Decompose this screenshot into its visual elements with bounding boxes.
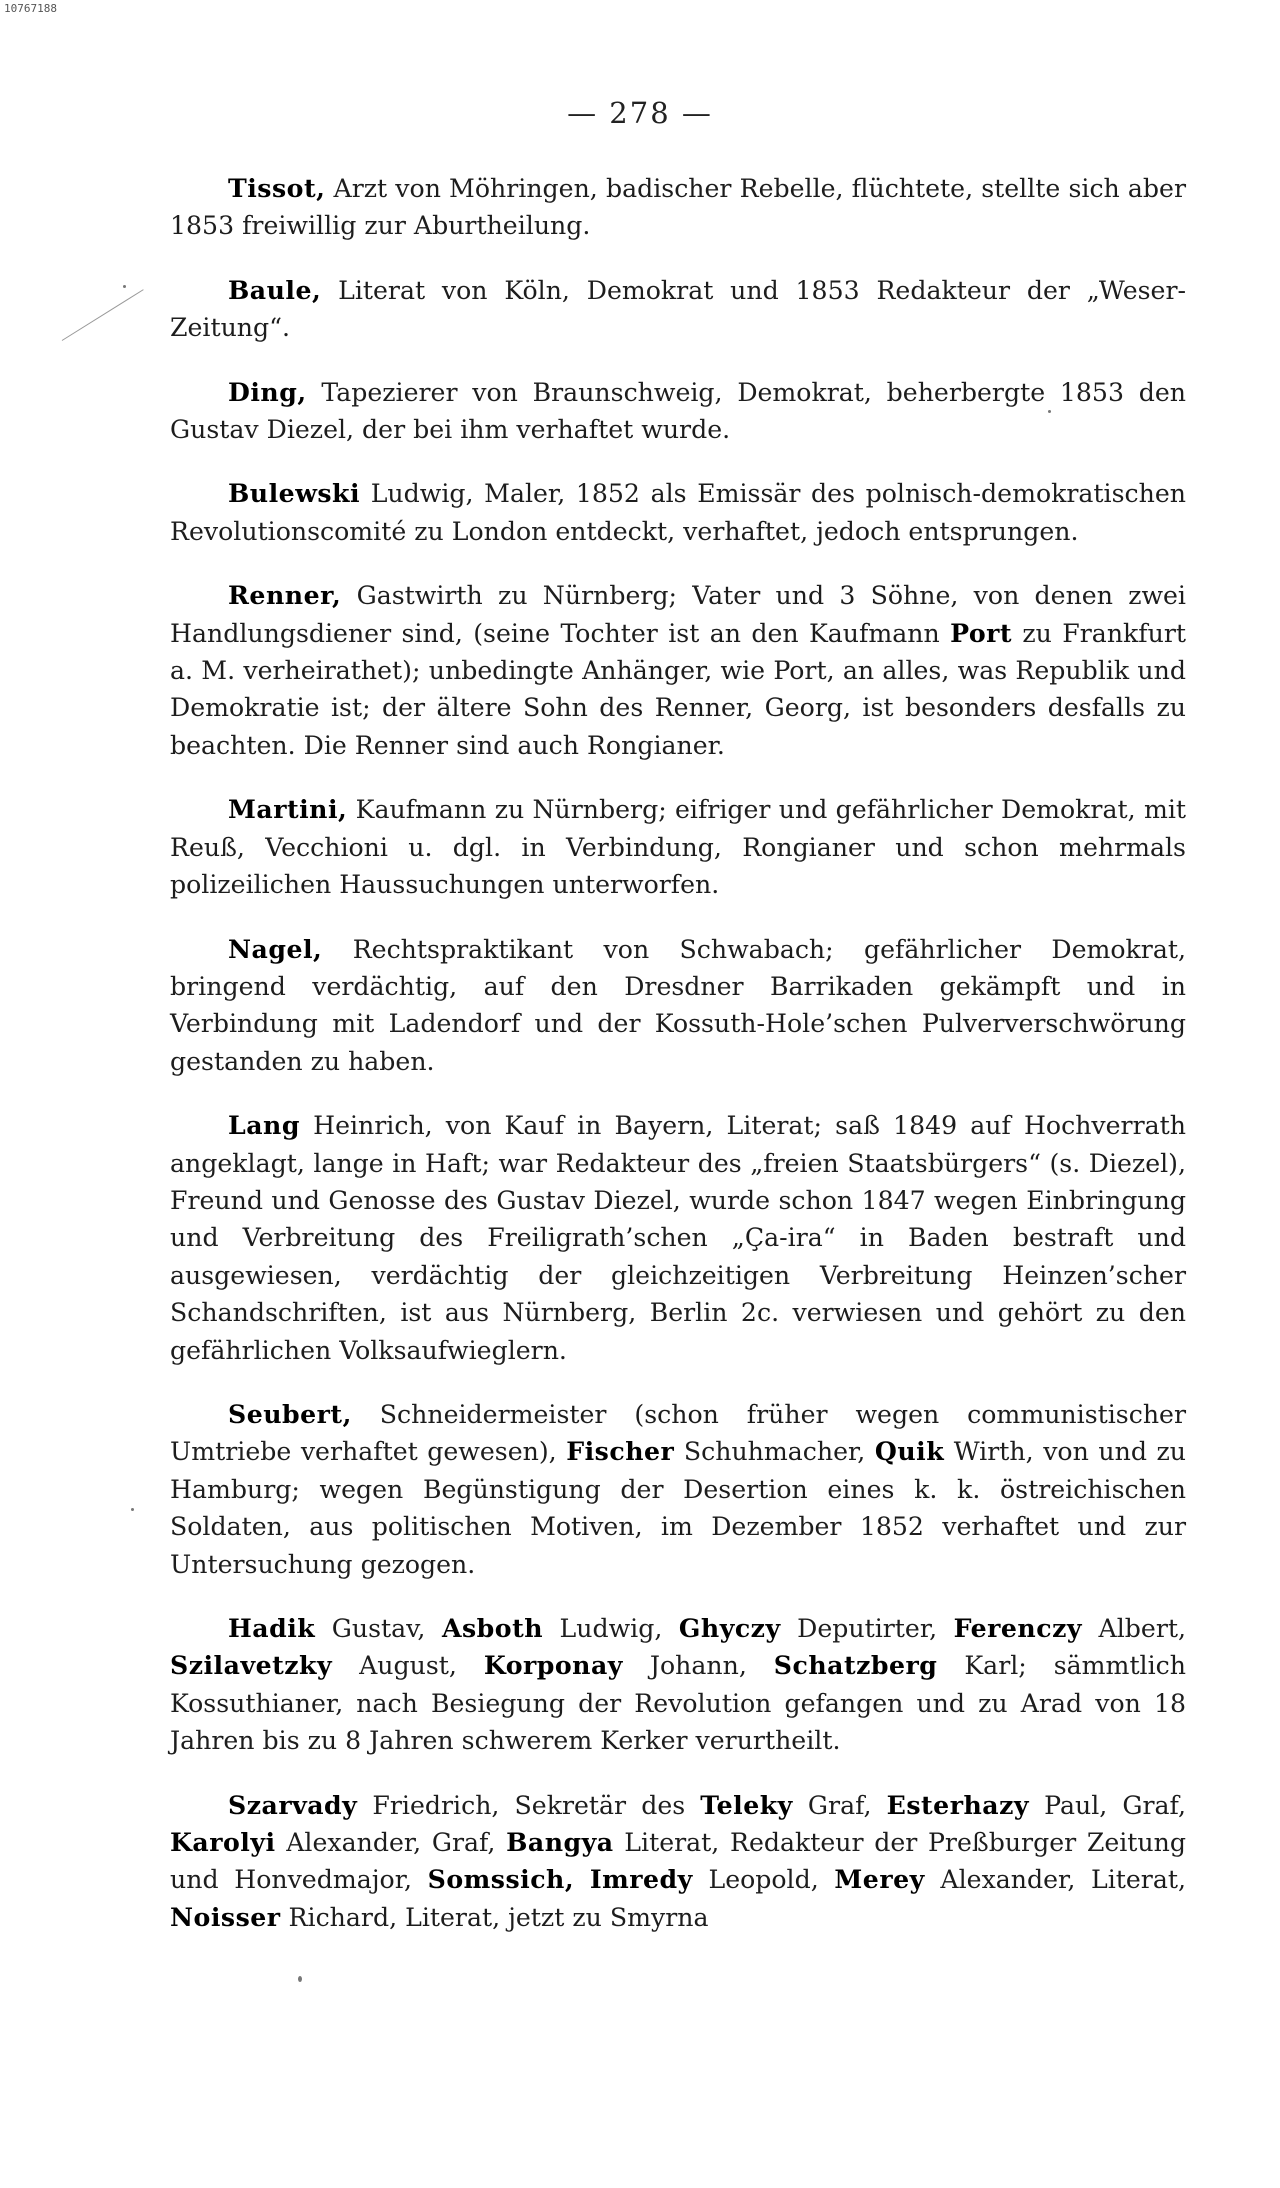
person-name: Nagel, [228, 933, 323, 964]
person-name: Fischer [566, 1436, 675, 1467]
person-name: Quik [874, 1436, 945, 1467]
entry-text: Alexander, Literat, [924, 1865, 1186, 1895]
entry-text: Friedrich, Sekretär des [357, 1790, 701, 1820]
person-name: Ferenczy [953, 1613, 1083, 1643]
entry-text: Literat, Redakteur der Preßburger Zeitung und Honvedmajor, [170, 1828, 1186, 1895]
person-name: Esterhazy [886, 1789, 1030, 1820]
person-name: Asboth [441, 1613, 544, 1643]
entry-paragraph [170, 1610, 1186, 1760]
entry-text: Karl; sämmtlich Kossuthianer, nach Besiegung der Revolution gefangen und zu Arad von 18 Jahren bis zu 8 Jahren schwerem Kerker verurtheilt. [170, 1651, 1187, 1756]
person-name: Szarvady [228, 1789, 358, 1820]
entry-text: Tapezierer von Braunschweig, Demokrat, beherbergte 1853 den Gustav Diezel, der bei ihm verhaftet wurde. [170, 377, 1186, 445]
entry-text: Albert, [1082, 1614, 1186, 1643]
entry-text: Gastwirth zu Nürnberg; Vater und 3 Söhne, von denen zwei Handlungsdiener sind, (seine Tochter ist an den Kaufmann [170, 581, 1186, 648]
entry-text: Alexander, Graf, [275, 1828, 507, 1858]
person-name: Seubert, [228, 1398, 352, 1429]
scan-speck [123, 285, 126, 288]
scan-speck [131, 1508, 134, 1511]
entry-paragraph [170, 1107, 1186, 1369]
person-name: Hadik [228, 1613, 316, 1643]
entry-text: Kaufmann zu Nürnberg; eifriger und gefährlicher Demokrat, mit Reuß, Vecchioni u. dgl. in Verbindung, Rongianer und schon mehrmals polizeilichen Haussuchungen unterworfen. [170, 795, 1186, 900]
entry-text: Deputirter, [780, 1614, 954, 1643]
person-name: Tissot, [228, 173, 326, 203]
entry-paragraph [170, 374, 1186, 449]
entry-text: Richard, Literat, jetzt zu Smyrna [280, 1902, 709, 1932]
entry-text [574, 1865, 590, 1894]
person-name: Merey [834, 1864, 925, 1895]
entry-text: Graf, [792, 1790, 887, 1820]
person-name: Imredy [589, 1864, 693, 1895]
person-name: Lang [228, 1110, 300, 1141]
entry-text: Paul, Graf, [1029, 1790, 1186, 1820]
person-name: Schatzberg [773, 1650, 938, 1681]
person-name: Bulewski [228, 478, 361, 509]
person-name: Korponay [483, 1650, 623, 1681]
entry-paragraph [170, 1396, 1186, 1583]
entry-paragraph [170, 272, 1186, 347]
person-name: Port [950, 617, 1013, 648]
entry-text: Leopold, [692, 1865, 835, 1895]
entry-text: Ludwig, Maler, 1852 als Emissär des polnisch-demokratischen Revolutionscomité zu London entdeckt, verhaftet, jedoch entsprungen. [170, 479, 1186, 546]
entry-text: Schneidermeister (schon früher wegen communistischer Umtriebe verhaftet gewesen), [170, 1399, 1186, 1467]
entry-text: Johann, [622, 1651, 774, 1681]
entry-paragraph [170, 1787, 1186, 1937]
entry-text: Literat von Köln, Demokrat und 1853 Redakteur der „Weser-Zeitung“. [170, 275, 1186, 343]
person-name: Bangya [506, 1827, 614, 1858]
page-number: — 278 — [567, 96, 713, 130]
person-name: Renner, [228, 580, 342, 611]
document-body [170, 170, 1186, 1963]
person-name: Ding, [228, 376, 307, 407]
person-name: Karolyi [170, 1827, 276, 1858]
scan-id: 10767188 [4, 2, 57, 15]
scan-speck [298, 1976, 302, 1982]
person-name: Martini, [228, 794, 348, 825]
entry-paragraph [170, 791, 1186, 903]
person-name: Somssich, [427, 1864, 575, 1895]
entry-paragraph [170, 931, 1186, 1081]
person-name: Ghyczy [678, 1613, 781, 1643]
entry-paragraph [170, 577, 1186, 764]
entry-text: Gustav, [315, 1614, 442, 1643]
entry-paragraph [170, 475, 1186, 550]
person-name: Baule, [228, 274, 322, 305]
person-name: Szilavetzky [170, 1650, 333, 1681]
entry-paragraph [170, 170, 1186, 245]
person-name: Teleky [700, 1789, 793, 1820]
entry-text: zu Frankfurt a. M. verheirathet); unbedingte Anhänger, wie Port, an alles, was Republik und Demokratie ist; der ältere Sohn des Renner, Georg, ist besonders desfalls zu beachten. Die Renner sind auch Rongianer. [170, 618, 1187, 760]
scan-mark [62, 289, 144, 341]
entry-text: Heinrich, von Kauf in Bayern, Literat; saß 1849 auf Hochverrath angeklagt, lange in Haft; war Redakteur des „freien Staatsbürgers“ (s. Diezel), Freund und Genosse des Gustav Diezel, wurde schon 1847 wegen Einbringung und Verbreitung des Freiligrath’schen „Ça-ira“ in Baden bestraft und ausgewiesen, verdächtig der gleichzeitigen Verbreitung Heinzen’scher Schandschriften, ist aus Nürnberg, Berlin 2c. verwiesen und gehört zu den gefährlichen Volksaufwieglern. [170, 1111, 1186, 1365]
entry-text: Arzt von Möhringen, badischer Rebelle, flüchtete, stellte sich aber 1853 freiwillig zur Aburtheilung. [170, 174, 1186, 241]
entry-text: Ludwig, [543, 1614, 679, 1643]
entry-text: Wirth, von und zu Hamburg; wegen Begünstigung der Desertion eines k. k. östreichischen Soldaten, aus politischen Motiven, im Dezember 1852 verhaftet und zur Untersuchung gezogen. [170, 1437, 1186, 1579]
entry-text: Schuhmacher, [674, 1437, 875, 1467]
entry-text: August, [332, 1651, 484, 1681]
person-name: Noisser [170, 1901, 281, 1932]
entry-text: Rechtspraktikant von Schwabach; gefährlicher Demokrat, bringend verdächtig, auf den Dresdner Barrikaden gekämpft und in Verbindung mit Ladendorf und der Kossuth-Hole’schen Pulververschwörung gestanden zu haben. [170, 934, 1186, 1076]
